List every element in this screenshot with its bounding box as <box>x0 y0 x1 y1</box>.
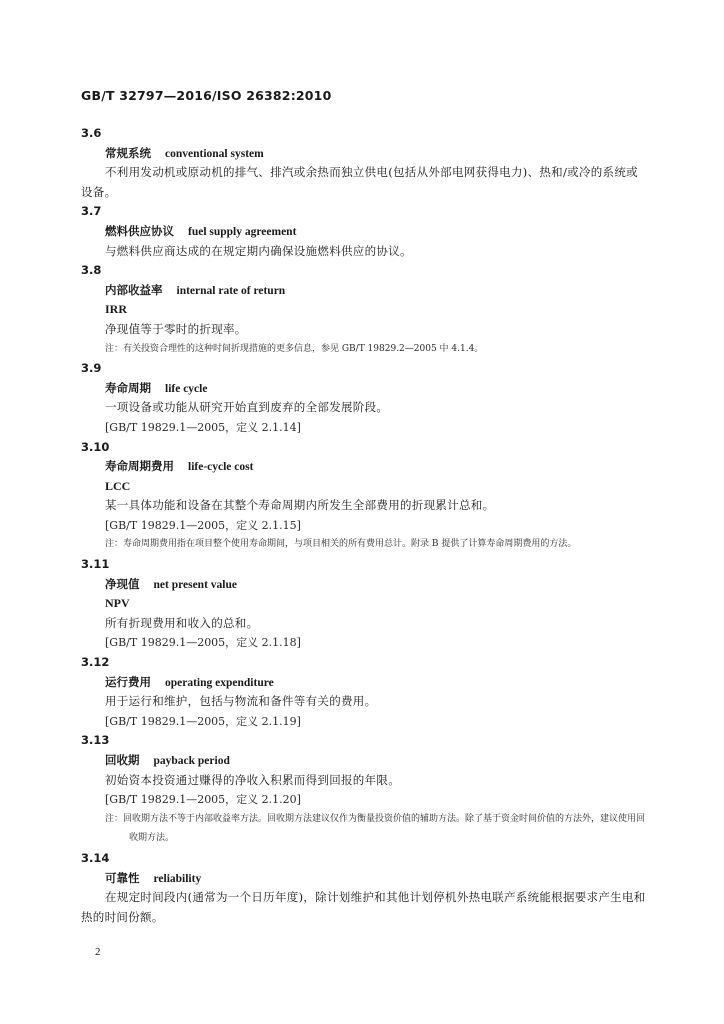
term-entry-3-9 <box>81 359 646 437</box>
term-chinese: 寿命周期 <box>105 380 151 395</box>
term-english: conventional system <box>165 147 264 160</box>
term-chinese: 可靠性 <box>105 870 140 885</box>
term-english: internal rate of return <box>176 284 286 297</box>
clause-number: 3.14 <box>81 850 110 865</box>
term-entry-3-10 <box>81 438 646 556</box>
term-entry-3-6 <box>81 124 646 202</box>
clause-number: 3.9 <box>81 361 102 376</box>
term-note <box>81 810 646 849</box>
term-note-text: 注：回收期方法不等于内部收益率方法。回收期方法建议仅作为衡量投资价值的辅助方法。除了基于资金时间价值的方法外，建议使用回收期方法。 <box>105 813 646 844</box>
clause-number: 3.12 <box>81 655 110 670</box>
term-definition: 与燃料供应商达成的在规定期内确保设施燃料供应的协议。 <box>105 243 412 258</box>
term-chinese: 内部收益率 <box>105 282 163 297</box>
term-english: reliability <box>153 872 202 885</box>
clause-number: 3.7 <box>81 204 102 219</box>
term-heading <box>81 673 646 693</box>
term-abbreviation: LCC <box>105 478 131 493</box>
term-source: [GB/T 19829.1—2005，定义 2.1.20] <box>105 793 301 807</box>
term-definition: 一项设备或功能从研究开始直到废弃的全部发展阶段。 <box>105 400 389 415</box>
term-definition: 初始资本投资通过赚得的净收入积累而得到回报的年限。 <box>105 772 400 787</box>
term-heading <box>81 457 646 477</box>
clause-number: 3.11 <box>81 557 110 572</box>
term-definition: 不利用发动机或原动机的排气、排汽或余热而独立供电(包括从外部电网获得电力)、热和/或冷的系统或设备。 <box>81 165 638 199</box>
term-note <box>81 535 646 555</box>
term-heading <box>81 144 646 164</box>
term-note-text: 注：有关投资合理性的这种时间折现措施的更多信息，参见 GB/T 19829.2—2005 中 4.1.4。 <box>105 343 484 354</box>
page-number: 2 <box>95 946 101 958</box>
term-english: fuel supply agreement <box>188 225 297 238</box>
term-heading <box>81 751 646 771</box>
term-definition: 净现值等于零时的折现率。 <box>105 321 247 336</box>
term-chinese: 常规系统 <box>105 145 151 160</box>
term-definition: 在规定时间段内(通常为一个日历年度)，除计划维护和其他计划停机外热电联产系统能根据要求产生电和热的时间份额。 <box>81 890 646 924</box>
term-english: operating expenditure <box>165 676 274 689</box>
clause-number: 3.10 <box>81 439 110 454</box>
term-english: life-cycle cost <box>188 461 254 474</box>
term-chinese: 燃料供应协议 <box>105 223 174 238</box>
term-list <box>81 124 646 927</box>
term-chinese: 净现值 <box>105 576 140 591</box>
term-english: payback period <box>153 755 230 767</box>
term-source: [GB/T 19829.1—2005，定义 2.1.15] <box>105 518 301 532</box>
term-heading <box>81 379 646 399</box>
clause-number: 3.13 <box>81 733 110 748</box>
term-definition: 用于运行和维护，包括与物流和备件等有关的费用。 <box>105 694 377 709</box>
term-entry-3-12 <box>81 653 646 731</box>
term-abbreviation: NPV <box>105 596 130 611</box>
term-heading <box>81 281 646 301</box>
clause-number: 3.8 <box>81 263 102 278</box>
term-source: [GB/T 19829.1—2005，定义 2.1.19] <box>105 714 301 728</box>
standard-header: GB/T 32797—2016/ISO 26382:2010 <box>81 88 332 103</box>
term-definition: 所有折现费用和收入的总和。 <box>105 615 259 630</box>
term-heading <box>81 222 646 242</box>
term-chinese: 寿命周期费用 <box>105 459 174 474</box>
term-definition: 某一具体功能和设备在其整个寿命周期内所发生全部费用的折现累计总和。 <box>105 498 495 513</box>
term-note-text: 注：寿命周期费用指在项目整个使用寿命期间，与项目相关的所有费用总计。附录 B 提供了计算寿命周期费用的方法。 <box>105 539 577 550</box>
term-entry-3-14 <box>81 849 646 927</box>
term-english: net present value <box>153 578 237 591</box>
term-heading <box>81 575 646 595</box>
term-chinese: 运行费用 <box>105 674 151 689</box>
term-source: [GB/T 19829.1—2005，定义 2.1.14] <box>105 420 301 434</box>
term-abbreviation: IRR <box>105 302 128 317</box>
term-source: [GB/T 19829.1—2005，定义 2.1.18] <box>105 636 301 650</box>
term-note <box>81 340 646 360</box>
term-entry-3-7 <box>81 202 646 261</box>
term-heading <box>81 869 646 889</box>
term-chinese: 回收期 <box>105 753 140 767</box>
term-english: life cycle <box>165 382 208 395</box>
term-entry-3-11 <box>81 555 646 653</box>
clause-number: 3.6 <box>81 126 102 140</box>
term-entry-3-8 <box>81 261 646 359</box>
term-entry-3-13 <box>81 731 646 849</box>
